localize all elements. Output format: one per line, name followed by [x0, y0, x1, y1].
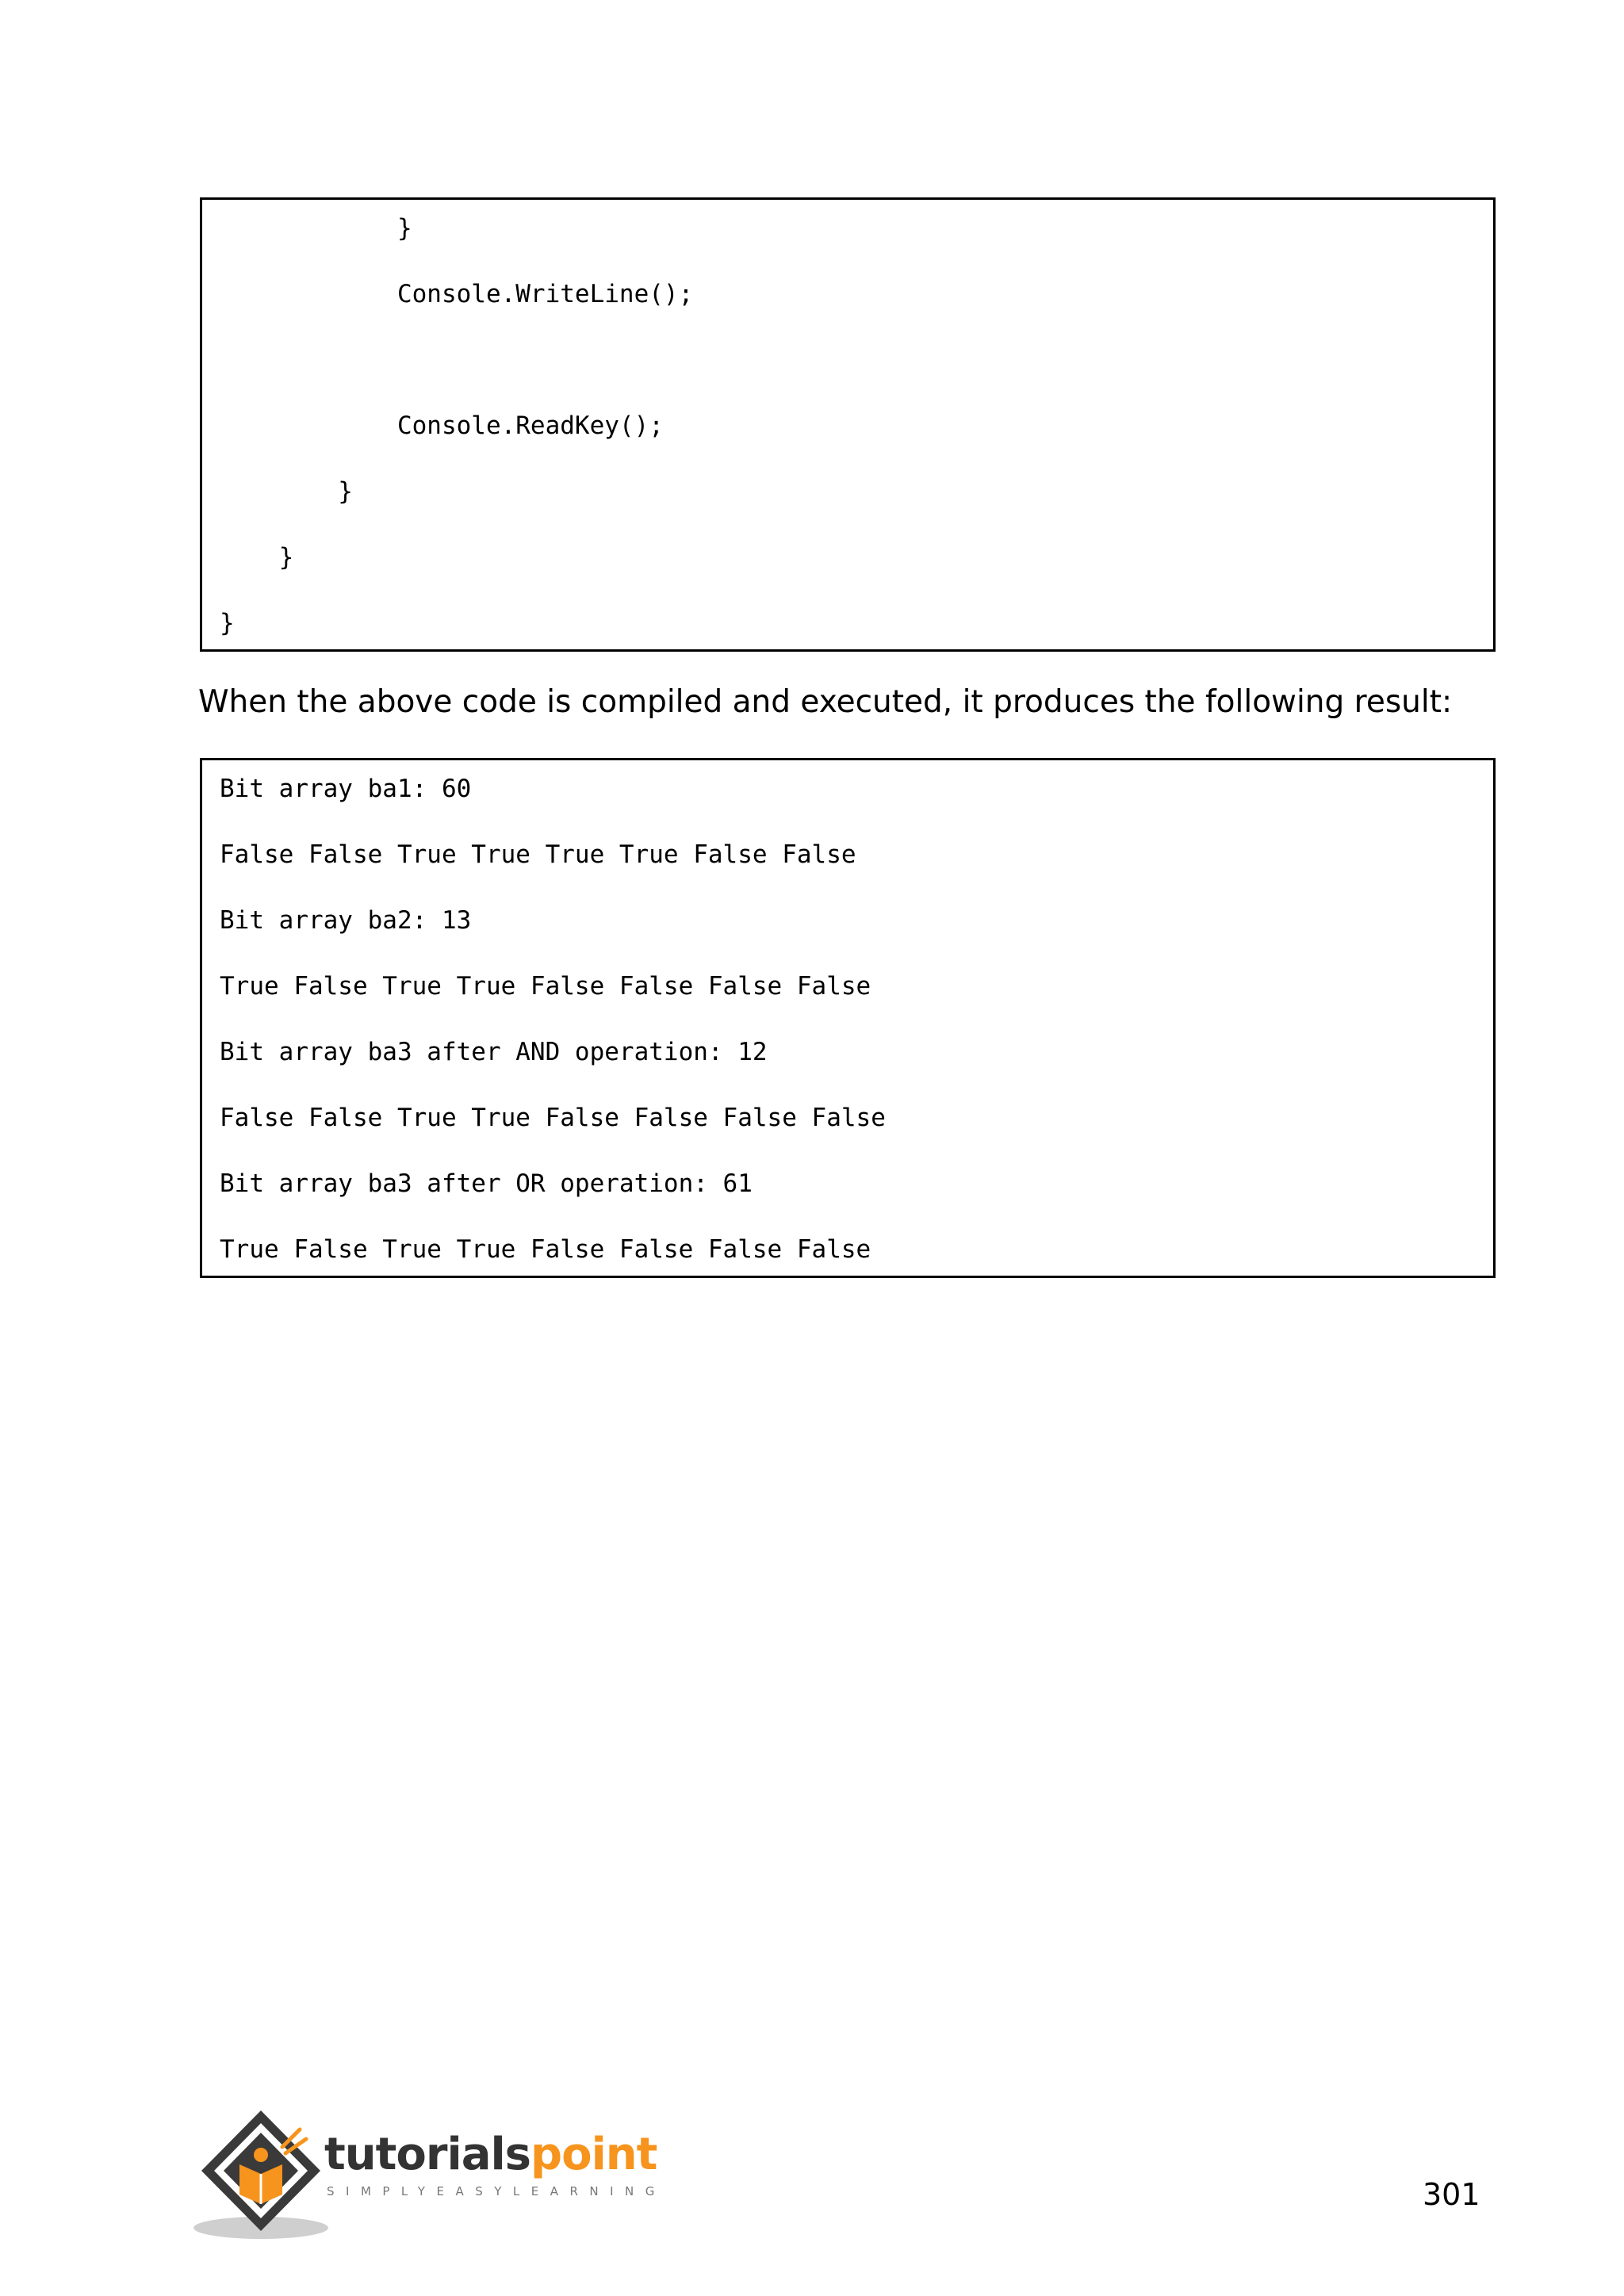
code-line: }	[220, 477, 353, 506]
output-line: True False True True False False False False	[220, 1235, 871, 1264]
output-line: Bit array ba2: 13	[220, 906, 472, 935]
output-line: False False True True True True False False	[220, 840, 856, 869]
tutorialspoint-logo	[193, 2101, 666, 2244]
code-line: Console.ReadKey();	[220, 411, 664, 440]
output-line: True False True True False False False False	[220, 972, 871, 1001]
logo-diamond-icon	[193, 2101, 336, 2244]
logo-wordmark: tutorialspoint	[324, 2129, 657, 2180]
code-line: }	[220, 609, 235, 637]
code-line: }	[220, 543, 294, 572]
page-number: 301	[1423, 2177, 1480, 2212]
output-block	[200, 758, 1496, 1278]
code-line: Console.WriteLine();	[220, 280, 694, 308]
logo-tagline: SIMPLYEASYLEARNING	[327, 2184, 666, 2198]
output-line: False False True True False False False False	[220, 1104, 886, 1132]
output-line: Bit array ba3 after OR operation: 61	[220, 1169, 753, 1198]
output-line: Bit array ba3 after AND operation: 12	[220, 1038, 768, 1066]
output-line: Bit array ba1: 60	[220, 775, 472, 803]
body-paragraph: When the above code is compiled and executed, it produces the following result:	[198, 684, 1453, 720]
code-block	[200, 197, 1496, 652]
code-line: }	[220, 214, 412, 243]
